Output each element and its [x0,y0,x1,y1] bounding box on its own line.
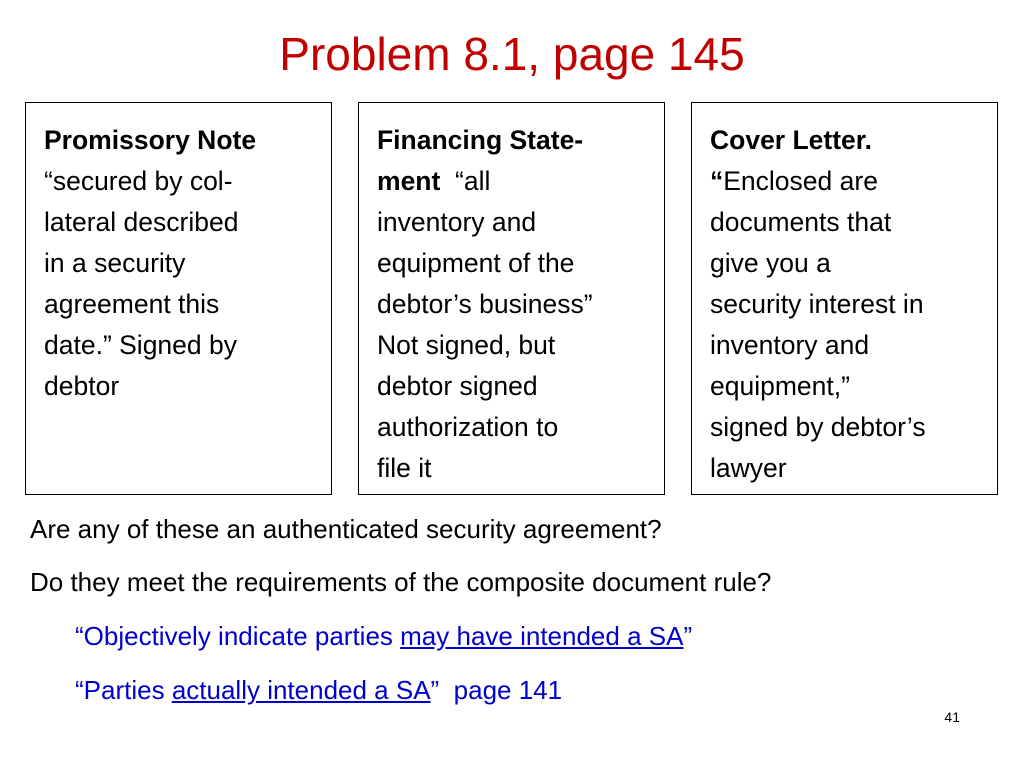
box-line: security interest in [710,289,924,319]
box-line: signed by debtor’s [710,412,926,442]
cover-letter-box [691,102,998,495]
box-quote-mark: “ [710,166,724,196]
box-heading-continued: ment [377,166,441,196]
box-line [377,161,654,202]
question-composite-rule: Do they meet the requirements of the composite document rule? [30,567,772,597]
box-line: lateral described [44,207,239,237]
box-quote-start: “all [440,166,491,196]
box-line-text: Enclosed are [723,166,878,196]
box-line: equipment,” [710,371,850,401]
box-heading: Cover Letter. [710,125,873,155]
box-line [710,161,987,202]
box-line: debtor’s business” [377,289,593,319]
box-line: Not signed, but [377,330,556,360]
slide-page-number: 41 [944,709,960,725]
promissory-note-box [25,102,332,495]
box-line: agreement this [44,289,220,319]
subpoint-prefix: “Parties [75,675,172,705]
box-line: inventory and [710,330,870,360]
financing-statement-box [358,102,665,495]
box-line: documents that [710,207,892,237]
subpoint-prefix: “Objectively indicate parties [75,621,401,651]
subpoint-objective [75,620,692,652]
subpoint-underlined: actually intended a SA [171,675,431,705]
subpoint-suffix: ” page 141 [430,675,563,705]
box-line: give you a [710,248,831,278]
box-line: file it [377,453,432,483]
subpoint-underlined: may have intended a SA [400,621,684,651]
box-heading: Financing State- [377,125,584,155]
slide-title: Problem 8.1, page 145 [279,28,745,80]
box-heading: Promissory Note [44,125,257,155]
box-line: equipment of the [377,248,575,278]
box-line: inventory and [377,207,537,237]
box-line: “secured by col- [44,166,233,196]
box-line: debtor signed [377,371,538,401]
question-authenticated: Are any of these an authenticated security agreement? [30,514,662,544]
box-line: date.” Signed by [44,330,237,360]
box-line: debtor [44,371,120,401]
box-line: authorization to [377,412,559,442]
subpoint-suffix: ” [683,621,693,651]
subpoint-actual [75,674,562,706]
box-line: lawyer [710,453,787,483]
box-line: in a security [44,248,186,278]
